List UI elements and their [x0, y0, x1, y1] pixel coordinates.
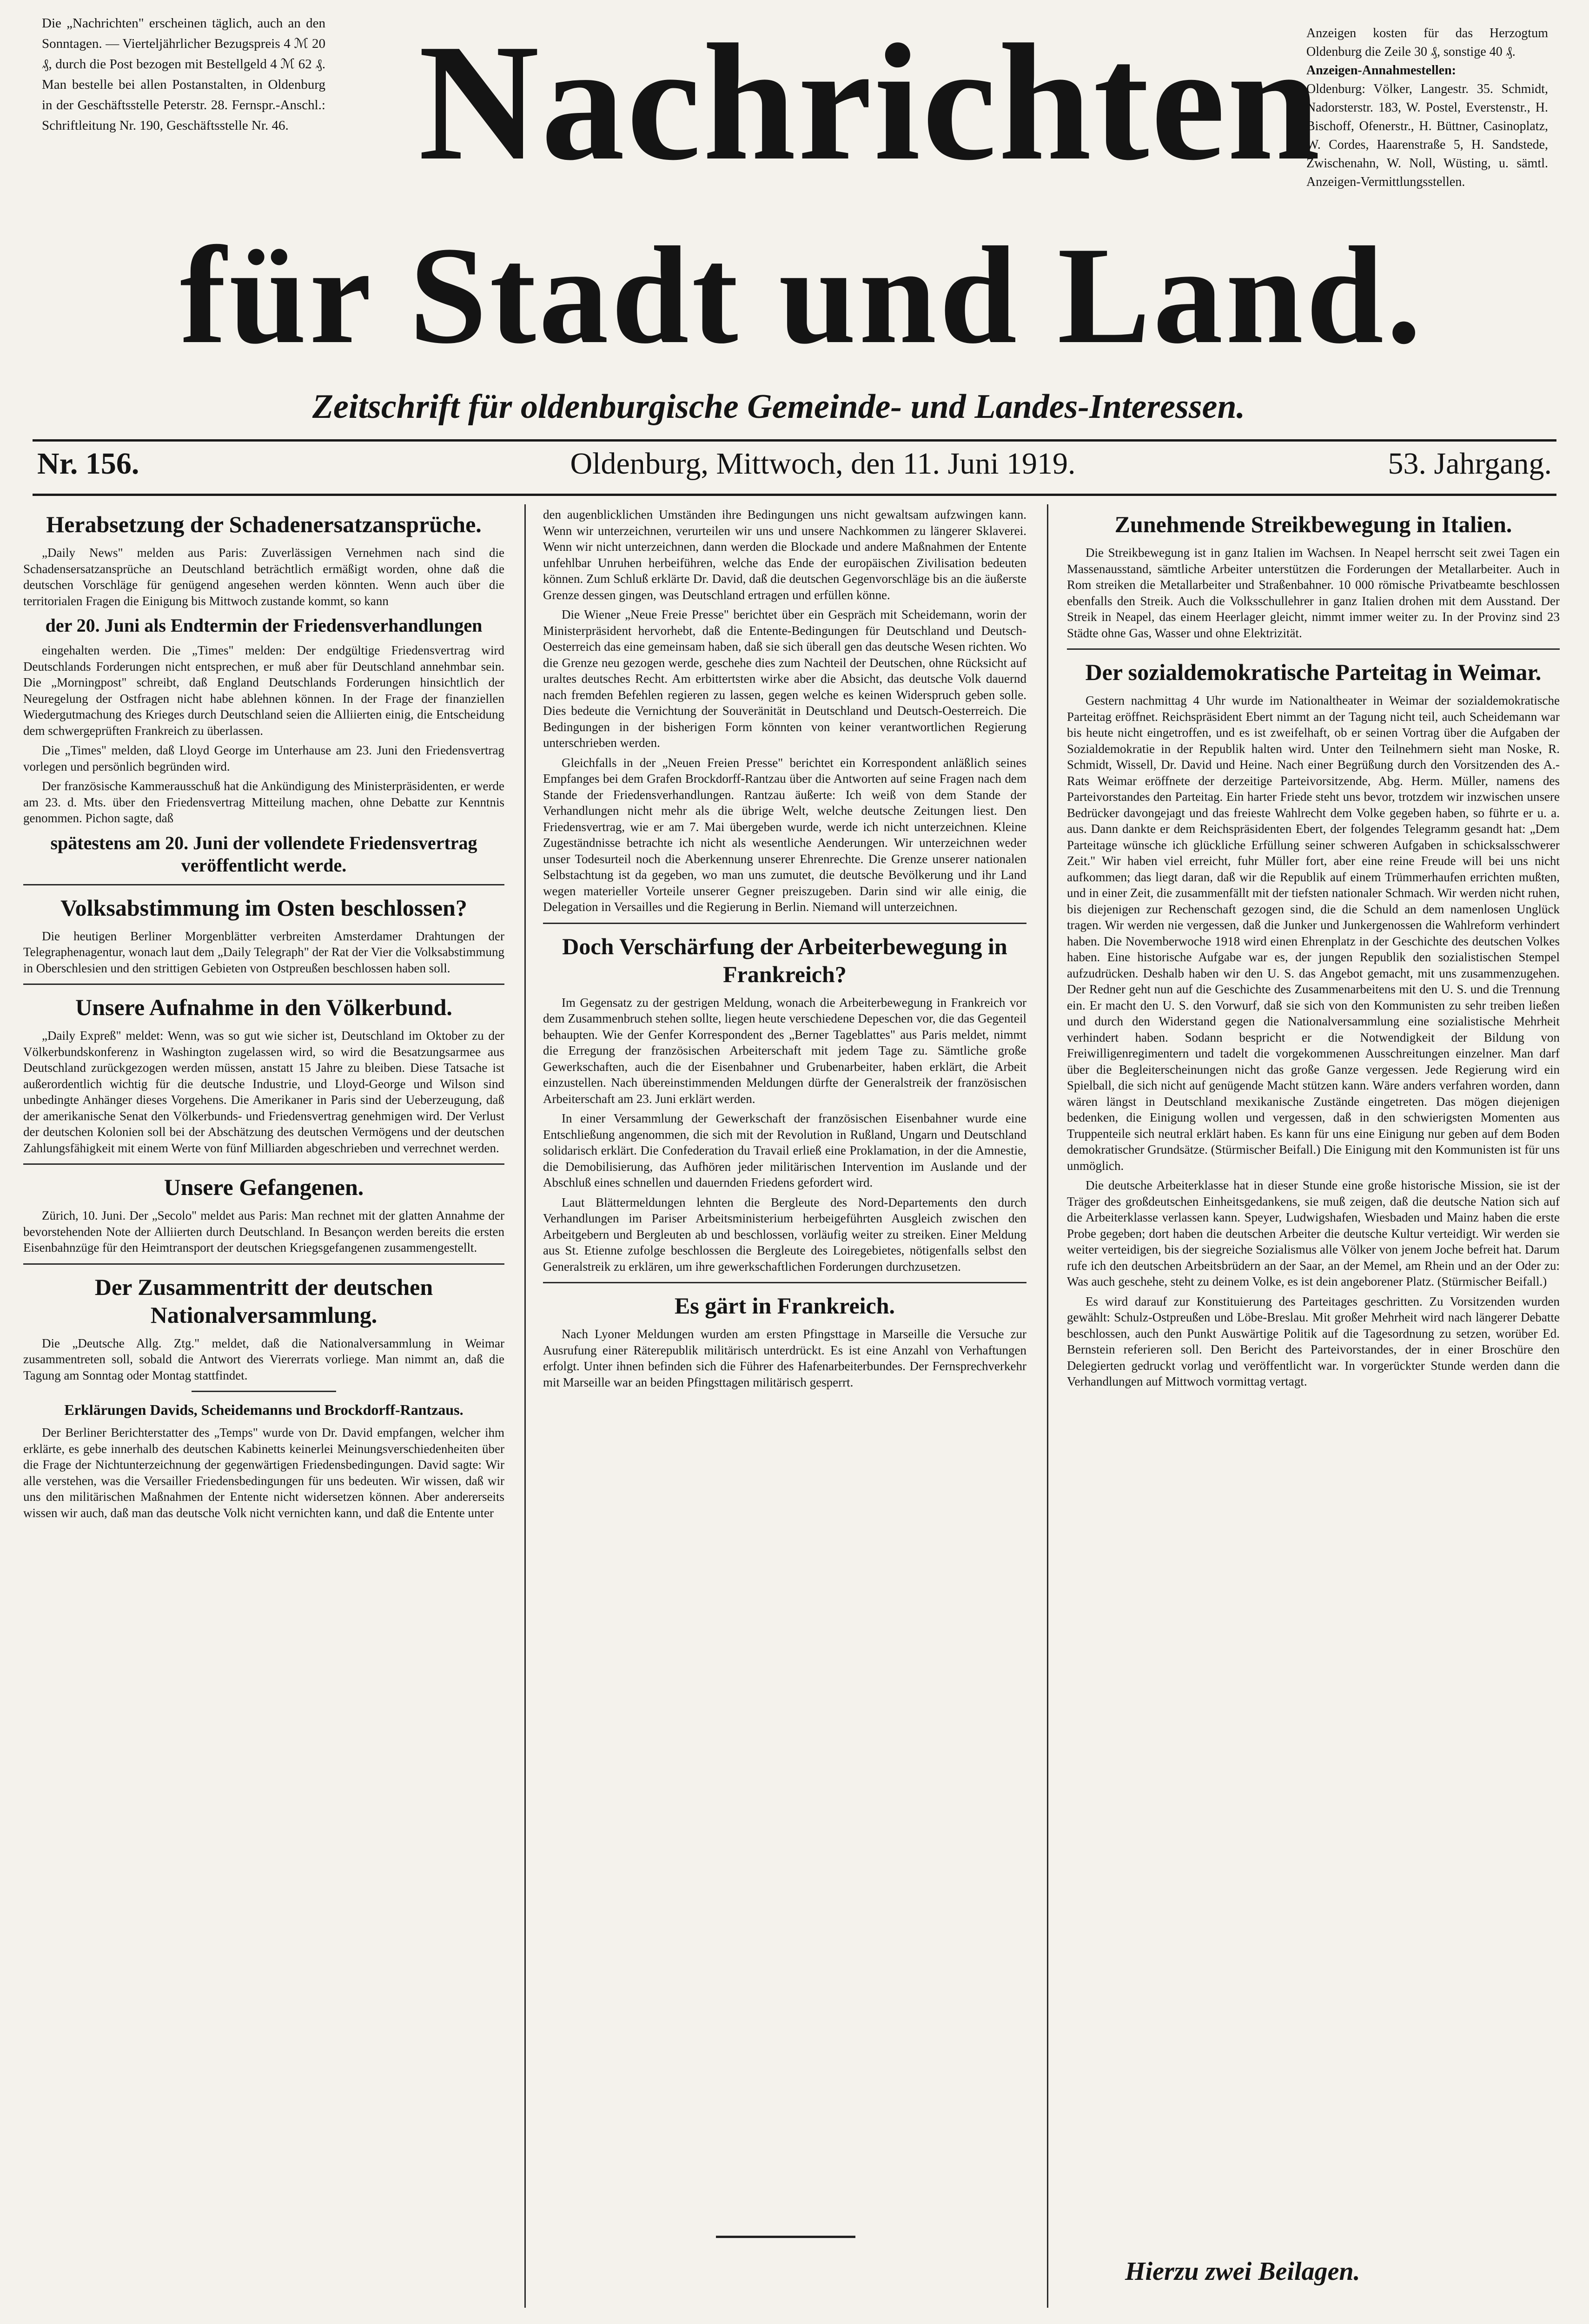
subscription-info-text: Die „Nachrichten" erscheinen täglich, auch an den Sonntagen. — Vierteljährlicher Bezugspreis 4 ℳ 20 ₰, durch die Post bezogen mit Bestellgeld 4 ℳ 62 ₰. Man bestelle bei allen Postanstalten, in Oldenburg in der Geschäftsstelle Peterstr. 28. Fernspr.-Anschl.: Schriftleitung Nr. 190, Geschäftsstelle Nr. 46.	[42, 16, 325, 133]
end-of-column-rule	[716, 2236, 855, 2238]
column-divider-2	[1047, 504, 1048, 2308]
article-separator	[1067, 648, 1560, 650]
column-1	[23, 507, 504, 1525]
article-subheading: Erklärungen Davids, Scheidemanns und Brockdorff-Rantzaus.	[64, 1401, 463, 1418]
advertising-info-box	[1306, 24, 1548, 191]
article-subheading: spätestens am 20. Juni der vollendete Friedensvertrag veröffentlicht werde.	[50, 832, 477, 876]
ad-prices: Anzeigen kosten für das Herzogtum Oldenburg die Zeile 30 ₰, sonstige 40 ₰.	[1306, 26, 1548, 59]
masthead-title-line2: für Stadt und Land.	[179, 218, 1424, 372]
masthead-title-line1: Nachrichten	[418, 9, 1322, 195]
article-title: Doch Verschärfung der Arbeiterbewegung in Frankreich?	[562, 933, 1007, 987]
volume-year: 53. Jahrgang.	[1388, 447, 1552, 481]
short-separator	[192, 1391, 336, 1392]
article-paragraph: Gestern nachmittag 4 Uhr wurde im Nationaltheater in Weimar der sozialdemokratische Parteitag eröffnet. Reichspräsident Ebert nimmt an der Tagung nicht teil, auch Scheidemann war bis heute nicht eingetroffen, und es ist zweifelhaft, ob er seinen Vortrag über die Aufgaben der Sozialdemokratie in der Republik halten wird. Unter den Teilnehmern sieht man Noske, R. Schmidt, Wissell, Dr. David und Heine. Nach einer Begrüßung durch den Vorsitzenden des A.-Rats Weimar eröffnete der derzeitige Parteivorsitzende, Abg. Herm. Müller, namens des Parteivorstandes den Parteitag. Ein harter Friede steht uns bevor, trotzdem wir inzwischen unsere Bedrücker davongejagt und das freieste Wahlrecht dem Volke gegeben haben, so führte er u. a. aus. Dann dankte er dem Reichspräsidenten Ebert, der folgendes Telegramm gesandt hat: „Dem Parteitage wünsche ich glückliche Erfüllung seiner schweren Aufgaben in schicksalsschwerer Zeit." Wir haben viel erreicht, fuhr Müller fort, aber eine reine Freude will bei uns nicht aufkommen; das liegt daran, daß wir die Republik auf einem Trümmerhaufen errichten mußten, und in einer Zeit, die zusammenfällt mit der tiefsten nationaler Schmach. Wir werden nicht ruhen, bis diejenigen zur Rechenschaft gezogen sind, die die Schuld an dem namenlosen Unglück tragen. Wir werden nie vergessen, daß die Junker und Junkergenossen die Wahlreform verhindert haben. Die Novemberwoche 1918 wird einen Ehrenplatz in der Geschichte des deutschen Volkes haben. Eine historische Aufgabe war es, der jungen Republik den sozialistischen Stempel aufzudrücken. Deshalb haben wir den U. S. das Angebot gemacht, mit uns zusammenzugehen. Der Redner geht nun auf die Geschichte des Zusammenarbeitens mit den U. S. und die Trennung ein. Er macht den U. S. den Vorwurf, daß sie sich von den Kommunisten zu sehr treiben ließen und durch den Widerstand gegen die Nationalversammlung eine sozialistische Mehrheit verhindert haben. Sodann bespricht er die Notwendigkeit der Bildung von Freiwilligenregimentern und tadelt die vorgekommenen Ausschreitungen einzelner. Man darf über die Begleiterscheinungen nicht das große Ganze vergessen. Jede Regierung wird ein Spielball, die sich nicht auf genügende Macht stützen kann. Wäre anders verfahren worden, dann wären längst in Deutschland mexikanische Zustände eingetreten. Das mögen diejenigen bedenken, die Einigung wollen und vergessen, daß in den schwierigsten Momenten aus Truppenteile sich neutral erklärt haben. Es kann für uns eine Einigung nur geben auf dem Boden demokratischer Grundsätze. (Stürmischer Beifall.) Die Einigung mit den Kommunisten ist für uns unmöglich.	[1067, 693, 1560, 1173]
issue-info-row	[33, 445, 1556, 482]
article-paragraph: Im Gegensatz zu der gestrigen Meldung, wonach die Arbeiterbewegung in Frankreich vor dem Zusammenbruch stehen sollte, liegen heute verschiedene Depeschen vor, die das Gegenteil behaupten. Wie der Genfer Korrespondent des „Berner Tageblattes" aus Paris meldet, nimmt die Erregung der französischen Arbeiterschaft mit jedem Tage zu. Sämtliche große Gewerkschaften, auch die der Eisenbahner und Grubenarbeiter, haben erklärt, die Arbeit einzustellen. Nach übereinstimmenden Meldungen dürfte der Generalstreik der französischen Arbeiterschaft am 23. Juni erklärt werden.	[543, 995, 1026, 1106]
article-paragraph: Der Berliner Berichterstatter des „Temps" wurde von Dr. David empfangen, welcher ihm erklärte, es gebe innerhalb des deutschen Kabinetts keinerlei Meinungsverschiedenheiten über die Frage der Nichtunterzeichnung der gegenwärtigen Friedensbedingungen. David sagte: Wir alle verstehen, was die Versailler Friedensbedingungen für uns bedeuten. Wir wissen, daß wir uns den militärischen Maßnahmen der Entente nicht widersetzen können. Aber andererseits wissen wir auch, daß man das deutsche Volk nicht vernichten kann, und daß die Entente unter	[23, 1426, 504, 1520]
article-separator	[23, 1163, 504, 1165]
article-paragraph: eingehalten werden. Die „Times" melden: Der endgültige Friedensvertrag wird Deutschlands Forderungen nicht entsprechen, er muß aber für Deutschland annehmbar sein. Die „Morningpost" schreibt, daß England Deutschlands Forderungen hinsichtlich der Neuregelung der Ostfragen nicht habe ablehnen können. In der Frage der finanziellen Wiedergutmachung des Krieges durch Deutschland seien die Alliierten einig, die Entscheidung dem schwergeprüften Frankreich zu überlassen.	[23, 643, 504, 738]
article-paragraph: den augenblicklichen Umständen ihre Bedingungen uns nicht gewaltsam aufzwingen kann. Wenn wir unterzeichnen, verurteilen wir uns und unsere Nachkommen zu längerer Sklaverei. Wenn wir nicht unterzeichnen, dann werden die Blockade und andere Maßnahmen der Entente unfehlbar Unruhen herbeiführen, welche das Ende der europäischen Zivilisation bedeuten können. Zum Schluß erklärte Dr. David, daß die deutschen Gegenvorschläge bis an die äußerste Grenze dessen gingen, was Deutschland ertragen und erfüllen könne.	[543, 508, 1026, 602]
article-paragraph: „Daily Expreß" meldet: Wenn, was so gut wie sicher ist, Deutschland im Oktober zu der Völkerbundskonferenz in Washington zugelassen wird, so wird die Besatzungsarmee aus Deutschland zurückgezogen werden müssen, anstatt 15 Jahre zu bleiben. Diese Tatsache ist außerordentlich wichtig für die deutsche Industrie, und Lloyd-George und Wilson sind unbedingte Anhänger dieses Vorgehens. Die Amerikaner in Paris sind der Ueberzeugung, daß der amerikanische Senat den Völkerbunds- und Friedensvertrag genehmigen wird. Der Verlust der deutschen Kolonien soll bei der Abschätzung des deutschen Vermögens und der deutschen Zahlungsfähigkeit mit einem Werte von fünf Milliarden abgeschrieben und verrechnet werden.	[23, 1029, 504, 1155]
supplements-note: Hierzu zwei Beilagen.	[1125, 2257, 1360, 2286]
article-paragraph: Der französische Kammerausschuß hat die Ankündigung des Ministerpräsidenten, er werde am 23. d. Mts. über den Friedensvertrag Mitteilung machen, ohne Debatte zur Kenntnis genommen. Pichon sagte, daß	[23, 779, 504, 825]
ad-offices-list: Oldenburg: Völker, Langestr. 35. Schmidt, Nadorsterstr. 183, W. Postel, Everstenstr., H. Bischoff, Ofenerstr., H. Büttner, Casinoplatz, W. Cordes, Haarenstraße 5, H. Sandstede, Zwischenahn, W. Noll, Wüsting, u. sämtl. Anzeigen-Vermittlungsstellen.	[1306, 82, 1548, 189]
article-paragraph: „Daily News" melden aus Paris: Zuverlässigen Vernehmen nach sind die Schadensersatzansprüche an Deutschland beträchtlich ermäßigt worden, ohne daß die deutschen Vorschläge für genügend angesehen werden könnten. Wenn auch über die territorialen Fragen die Einigung bis Mittwoch zustande kommt, so kann	[23, 546, 504, 608]
place-and-date: Oldenburg, Mittwoch, den 11. Juni 1919.	[570, 447, 1076, 481]
article-paragraph: In einer Versammlung der Gewerkschaft der französischen Eisenbahner wurde eine Entschließung angenommen, die sich mit der Revolution in Rußland, Ungarn und Deutschland solidarisch erklärt. Die Confederation du Travail erließ eine Proklamation, in der die Amnestie, die Demobilisierung, das Aufhören jeder militärischen Intervention im Auslande und der Abschluß eines schnellen und dauernden Friedens gefordert wird.	[543, 1111, 1026, 1189]
article-title: Unsere Aufnahme in den Völkerbund.	[75, 994, 452, 1020]
article-title: Der Zusammentritt der deutschen Nationalversammlung.	[94, 1274, 433, 1328]
column-divider-1	[524, 504, 526, 2308]
article-paragraph: Die deutsche Arbeiterklasse hat in dieser Stunde eine große historische Mission, sie ist der Träger des großdeutschen Einheitsgedankens, sie muß zeigen, daß die deutsche Nation sich auf die Arbeiterklasse verlassen kann. Speyer, Ludwigshafen, Wiesbaden und Mainz haben die erste Probe gegeben; dort haben die deutschen Arbeiter die deutsche Kultur verteidigt. Wir werden sie weiter verteidigen, bis der siegreiche Sozialismus alle Völker von jenem Joche befreit hat. Darum rufe ich den deutschen Arbeitsbrüdern an der Saar, an der Memel, am Rhein und an der Oder zu: Was auch geschehe, steht zu deinem Volke, es ist dein angeborener Platz. (Stürmischer Beifall.)	[1067, 1178, 1560, 1288]
article-paragraph: Die „Times" melden, daß Lloyd George im Unterhause am 23. Juni den Friedensvertrag vorlegen und persönlich begründen wird.	[23, 743, 504, 773]
article-separator	[23, 1263, 504, 1265]
article-title: Zunehmende Streikbewegung in Italien.	[1114, 511, 1512, 537]
article-title: Herabsetzung der Schadenersatzansprüche.	[46, 511, 482, 537]
article-paragraph: Laut Blättermeldungen lehnten die Bergleute des Nord-Departements den durch Verhandlungen im Pariser Arbeitsministerium herbeigeführten Ausgleich zwischen den Arbeitgebern und Bergleuten ab und beschlossen, vorläufig weiter zu streiken. Einer Meldung aus St. Etienne zufolge beschlossen die Bergleute des Loiregebietes, nötigenfalls selbst den Generalstreik zu erklären, um ihre gewerkschaftlichen Forderungen durchzusetzen.	[543, 1195, 1026, 1274]
article-paragraph: Die heutigen Berliner Morgenblätter verbreiten Amsterdamer Drahtungen der Telegraphenagentur, wonach laut dem „Daily Telegraph" der Rat der Vier die Volksabstimmung in Oberschlesien und den strittigen Gebieten von Ostpreußen beschlossen haben soll.	[23, 929, 504, 975]
ad-offices-title: Anzeigen-Annahmestellen:	[1306, 63, 1456, 78]
article-title: Unsere Gefangenen.	[164, 1174, 364, 1200]
article-title: Volksabstimmung im Osten beschlossen?	[60, 894, 467, 921]
article-paragraph: Zürich, 10. Juni. Der „Secolo" meldet aus Paris: Man rechnet mit der glatten Annahme der bevorstehenden Note der Alliierten durch Deutschland. In Besançon werden bereits die ersten Eisenbahnzüge für den Heimtransport der deutschen Kriegsgefangenen zusammengestellt.	[23, 1208, 504, 1254]
article-separator	[23, 984, 504, 985]
article-title: Der sozialdemokratische Parteitag in Weimar.	[1085, 659, 1542, 685]
article-paragraph: Die „Deutsche Allg. Ztg." meldet, daß die Nationalversammlung in Weimar zusammentreten soll, sobald die Antwort des Viererrats vorliege. Man nimmt an, daß die Tagung am Sonntag oder Montag stattfindet.	[23, 1336, 504, 1382]
article-title: Es gärt in Frankreich.	[674, 1293, 895, 1319]
article-paragraph: Nach Lyoner Meldungen wurden am ersten Pfingsttage in Marseille die Versuche zur Ausrufung einer Räterepublik militärisch unterdrückt. Es ist eine Anzahl von Verhaftungen erfolgt. Unter ihnen befinden sich die Führer des Hafenarbeiterbundes. Der Fernsprechverkehr mit Marseille war an beiden Pfingsttagen militärisch gesperrt.	[543, 1327, 1026, 1389]
article-paragraph: Gleichfalls in der „Neuen Freien Presse" berichtet ein Korrespondent anläßlich seines Empfanges bei dem Grafen Brockdorff-Rantzau über die Antworten auf seine Fragen nach dem Stande der Friedensverhandlungen. Rantzau äußerte: Ich weiß von dem Stande der Verhandlungen nicht mehr als die übrige Welt, welche deutsche Zeitungen liest. Den Friedensvertrag, wie er am 7. Mai übergeben wurde, werde ich nicht unterzeichnen. Kleine Zugeständnisse betrachte ich nicht als wesentliche Aenderungen. Wir unterzeichnen weder unser Todesurteil noch die Aberkennung unserer Ehrenrechte. Die Grenze unserer nationalen Selbstachtung ist da gegeben, wo man uns zumutet, die deutsche Bevölkerung und ihr Land wegen materieller Vorteile unserer Gegner preiszugeben. Darin sind wir alle einig, die Delegation in Versailles und die Regierung in Berlin. Niemand will unterzeichnen.	[543, 755, 1026, 914]
article-subheading: der 20. Juni als Endtermin der Friedensverhandlungen	[45, 615, 483, 636]
article-separator	[23, 884, 504, 885]
article-separator	[543, 923, 1026, 924]
header-rule-top	[33, 439, 1556, 442]
article-paragraph: Die Wiener „Neue Freie Presse" berichtet über ein Gespräch mit Scheidemann, worin der Ministerpräsident hervorhebt, daß die Entente-Bedingungen für Deutschland und Deutsch-Oesterreich das eine gemeinsam haben, daß sie sich überall gen das deutsche Wesen richten. Wo die Grenze neu gezogen werde, geschehe dies zum Nachteil der Deutschen, ohne Rücksicht auf uraltes deutsches Recht. Am erbittertsten wirke aber die Absicht, das deutsche Volk dauernd nach fremden Befehlen regieren zu lassen, gegen welche es keinen Widerspruch geben solle. Dies bedeute die Vernichtung der Souveränität in Deutschland und Deutsch-Oesterreich. Die Bedingungen in der bisherigen Form könnten von keiner verantwortlichen Regierung unterschrieben werden.	[543, 607, 1026, 750]
subscription-info-box	[42, 13, 325, 136]
article-separator	[543, 1282, 1026, 1283]
article-paragraph: Die Streikbewegung ist in ganz Italien im Wachsen. In Neapel herrscht seit zwei Tagen ein Massenausstand, sämtliche Arbeiter unterstützen die Forderungen der Metallarbeiter. Auch in Rom streiken die Metallarbeiter und Straßenbahner. 10 000 römische Privatbeamte beschlossen ebenfalls den Streik. Auch die Volksschullehrer in ganz Italien drohen mit dem Ausstand. Der Streik in Neapel, das einem Heerlager gleicht, nimmt immer weiter zu. In der Provinz sind 23 Städte ohne Gas, Wasser und ohne Elektrizität.	[1067, 546, 1560, 640]
article-paragraph: Es wird darauf zur Konstituierung des Parteitages geschritten. Zu Vorsitzenden wurden gewählt: Schulz-Ostpreußen und Löbe-Breslau. Mit großer Mehrheit wird nach längerer Debatte beschlossen, auch den Punkt Auswärtige Politik auf die Tagesordnung zu setzen, worüber Ed. Bernstein referieren soll. Den Bericht des Parteivorstandes, der in einer Broschüre den Delegierten gedruckt vorlag und veröffentlicht war. In vorgerückter Stunde werden dann die Verhandlungen auf Mittwoch vormittag vertagt.	[1067, 1294, 1560, 1388]
masthead-subtitle: Zeitschrift für oldenburgische Gemeinde- und Landes-Interessen.	[312, 388, 1245, 426]
column-2	[543, 507, 1026, 1394]
header-rule-bottom	[33, 494, 1556, 496]
issue-number: Nr. 156.	[37, 447, 139, 481]
column-3	[1067, 507, 1560, 1393]
